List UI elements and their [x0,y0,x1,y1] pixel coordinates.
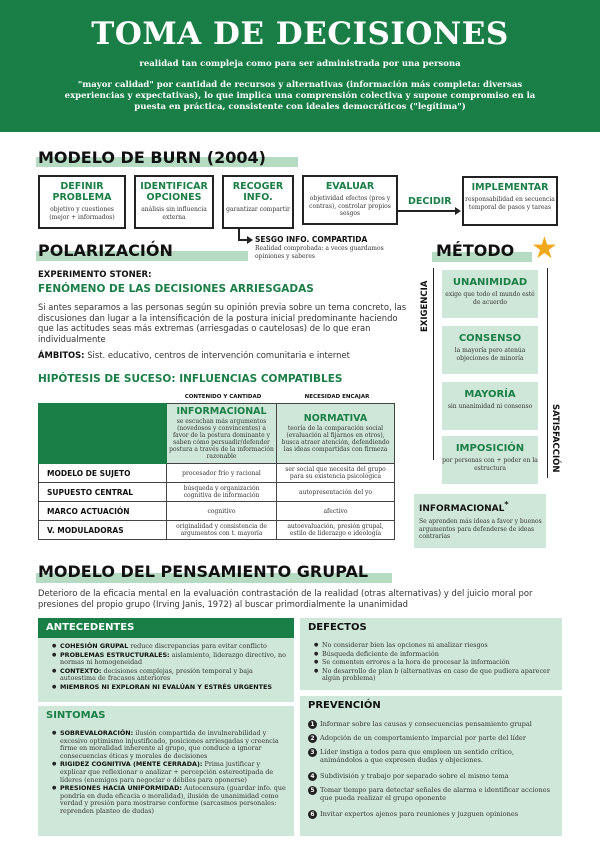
burn-step-title: IDENTIFICAR OPCIONES [140,181,208,203]
normativa-desc: teoría de la comparación social (evaluación al fijarnos en otros), busca atraer atención, defendiendo las ideas compartidas con firmeza [281,424,390,453]
list-item: 1 Informar sobre las causas y consecuencias pensamiento grupal [308,720,558,728]
row-label: MODELO DE SUJETO [39,464,167,483]
bias-desc: Realidad comprobada: a veces guardamos opiniones y saberes [255,245,384,260]
defectos-list [314,642,554,684]
burn-step-title: DEFINIR PROBLEMA [52,181,112,203]
page-title: TOMA DE DECISIONES [91,16,509,52]
list-item: ● PROBLEMAS ESTRUCTURALES: aislamiento, liderazgo directivo, no normas ni homogeneidad [52,652,288,667]
list-item: ● RIGIDEZ COGNITIVA (MENTE CERRADA): Prima justificar y explicar que reflexionar o analizar + percepción estereotipada de líderes (enemigos para negociar o débiles para oponerse) [52,761,288,784]
exigencia-axis-label: EXIGENCIA [420,280,430,332]
informacional-desc: se escuchan más argumentos (novedosos y convincentes) a favor de la postura dominante y saben cómo persuadir/defender postura a través de la información razonable [169,417,274,460]
row-label: MARCO ACTUACIÓN [39,502,167,521]
row-label: V. MODULADORAS [39,521,167,540]
header-banner [0,0,600,132]
list-item: ● Búsqueda deficiente de información [314,651,554,659]
metodo-title: MÉTODO [436,241,515,260]
sintomas-panel [38,706,294,836]
method-mayoria [442,382,538,430]
burn-step-identificar [134,175,214,229]
arrow-right-icon [455,207,461,215]
antecedentes-header [38,618,294,638]
antecedentes-list [52,643,288,693]
number-badge: 2 [308,734,317,743]
burn-step-evaluar [302,175,398,225]
decide-label: DECIDIR [408,196,452,207]
list-item: 3 Líder instiga a todos para que empleen un sentido crítico, animándolos a que expresen dudas y objeciones. [308,748,558,764]
list-item: 6 Invitar expertos ajenos para reuniones y juzguen opiniones [308,810,558,818]
burn-step-desc: responsabilidad en secuencia temporal de pasos y tareas [465,196,555,211]
row-cell-a: procesador frío y racional [167,464,277,483]
informacional-note [414,494,546,548]
prevencion-panel [300,696,562,836]
method-title: UNANIMIDAD [452,277,528,288]
satisfaccion-axis-line [547,268,548,478]
col-label-normativa: NECESIDAD ENCAJAR [304,394,370,400]
list-item: 2 Adopción de un comportamiento imparcial por parte del líder [308,734,558,742]
polarizacion-title: POLARIZACIÓN [38,241,173,260]
number-badge: 3 [308,748,317,757]
method-title: CONSENSO [458,333,522,344]
page-subtitle: realidad tan compleja como para ser administrada por una persona [139,59,461,69]
list-item: ● MIEMBROS NI EXPLORAN NI EVALÚAN Y ESTRÉS URGENTES [52,684,288,692]
satisfaccion-axis-label: SATISFACCIÓN [550,404,560,473]
ambitos-line [38,350,410,361]
page-description: "mayor calidad" por cantidad de recursos y alternativas (información más completa: diversas experiencias y expectativas), lo que implica una comprensión colectiva y supone compromiso en la puesta en práctica, consistente con ideales democráticos ("legítima") [64,80,536,112]
exigencia-axis-line [433,268,434,460]
list-item: ● PRESIONES HACIA UNIFORMIDAD: Autocensura (guardar info. que pondría en duda eficacia o moralidad), ilusión de unanimidad como verdad y presión para mostrarse conforme (sarcasmos personales: reprenden planteo de dudas) [52,785,288,815]
method-desc: exige que todo el mundo esté de acuerdo [445,291,535,306]
row-cell-b: autopresentación del yo [277,483,395,502]
burn-step-recoger [222,175,294,229]
star-icon: ★ [531,231,558,266]
arrow-right-icon [247,236,253,244]
list-item: ● CONTEXTO: decisiones complejas, presión temporal y baja autoestima de fracasos anteriores [52,668,288,683]
row-cell-a: originalidad y consistencia de argumentos con t. mayoría [167,521,277,540]
ambitos-text: Sist. educativo, centros de intervención comunitaria e internet [87,350,350,360]
row-label: SUPUESTO CENTRAL [39,483,167,502]
number-badge: 1 [308,720,317,729]
burn-step-desc: objetivo y cuestiones (mejor + informados) [49,206,115,221]
method-desc: por personas con + poder en la estructura [442,457,538,472]
table-header-row [39,404,395,464]
list-item: ● Se comenten errores a la hora de procesar la información [314,659,554,667]
informacional-note-mark: * [504,500,509,509]
antecedentes-title: ANTECEDENTES [46,622,135,633]
burn-step-desc: garantizar compartir [226,206,290,213]
bias-title: SESGO INFO. COMPARTIDA [255,235,368,244]
list-item: ● No desarrollo de plan b (alternativas en caso de que pudiera aparecer algún problema) [314,668,554,683]
informacional-title: INFORMACIONAL [176,405,267,417]
informacional-header [167,404,277,464]
row-cell-b: ser social que necesita del grupo para su existencia psicológica [277,464,395,483]
row-cell-a: cognitivo [167,502,277,521]
method-desc: sin unanimidad ni consenso [447,403,533,410]
informacional-note-desc: Se aprenden más ideas a favor y buenos argumentos para defenderse de ideas contrarias [419,518,542,540]
defectos-title: DEFECTOS [308,622,367,633]
list-item: ● COHESIÓN GRUPAL reduce discrepancias para evitar conflicto [52,643,288,651]
grupal-desc: Deterioro de la eficacia mental en la evaluación contrastación de la realidad (otras alternativas) y del juicio moral por presiones del propio grupo (Irving Janis, 1972) al buscar primordialmente la unanimidad [38,588,533,609]
row-cell-b: afectivo [277,502,395,521]
normativa-header [277,404,395,464]
antecedentes-panel [38,618,294,702]
prevencion-title: PREVENCIÓN [308,700,381,711]
sintomas-list [52,730,288,817]
col-label-informacional: CONTENIDO Y CANTIDAD [184,394,262,400]
burn-step-desc: objetividad efectos (pros y contras), controlar propios sesgos [309,195,391,217]
burn-step-title: IMPLEMENTAR [471,182,549,193]
sintomas-title: SINTOMAS [46,710,106,721]
table-row [39,483,395,502]
burn-step-title: EVALUAR [325,181,375,192]
method-unanimidad [442,270,538,318]
number-badge: 4 [308,772,317,781]
burn-step-definir [38,175,126,229]
list-item: ● No considerar bien las opciones ni analizar riesgos [314,642,554,650]
normativa-title: NORMATIVA [303,412,368,424]
grupal-title: MODELO DEL PENSAMIENTO GRUPAL [38,562,369,581]
list-item: 5 Tomar tiempo para detectar señales de alarma e identificar acciones que pueda realizar el grupo oponente [308,786,558,802]
table-corner [39,404,167,464]
informacional-note-text: INFORMACIONAL [419,504,505,514]
number-badge: 5 [308,786,317,795]
experiment-label: EXPERIMENTO STONER: [38,270,152,280]
polarizacion-text: Si antes separamos a las personas según su opinión previa sobre un tema concreto, las discusiones dan lugar a la intensificación de la postura inicial predominante haciendo que las actitudes seas más extremas (arriesgadas o cautelosas) de lo que eran individualmente [38,302,407,344]
method-desc: la mayoría pero atenúa objeciones de minoría [454,347,526,362]
method-title: IMPOSICIÓN [455,443,525,454]
number-badge: 6 [308,810,317,819]
burn-step-title: RECOGER INFO. [232,181,284,203]
defectos-panel [300,618,562,690]
decide-arrow-line [398,210,456,212]
table-row [39,464,395,483]
method-title: MAYORÍA [464,389,516,400]
hypothesis-title: HIPÓTESIS DE SUCESO: INFLUENCIAS COMPATIBLES [38,373,343,385]
table-row [39,521,395,540]
method-consenso [442,326,538,374]
burn-title: MODELO DE BURN (2004) [38,148,266,167]
polarization-table [38,403,395,540]
list-item: 4 Subdivisión y trabajo por separado sobre el mismo tema [308,772,558,780]
list-item: ● SOBREVALORACIÓN: ilusión compartida de invulnerabilidad y excesivo optimismo injustificado, posiciones arriesgadas y creencia firme en moralidad inherente al grupo, que conduce a ignorar consecuencias éticas y morales de decisiones [52,730,288,760]
burn-step-implementar [462,176,558,226]
row-cell-b: autoevaluación, presión grupal, estilo de liderazgo e ideología [277,521,395,540]
row-cell-a: búsqueda y organización cognitiva de información [167,483,277,502]
informacional-note-title [419,500,509,514]
ambitos-label: ÁMBITOS: [38,350,85,360]
method-imposicion [442,436,538,484]
phenomenon-title: FENÓMENO DE LAS DECISIONES ARRIESGADAS [38,283,314,295]
table-row [39,502,395,521]
burn-step-desc: análisis sin influencia externa [141,206,207,221]
